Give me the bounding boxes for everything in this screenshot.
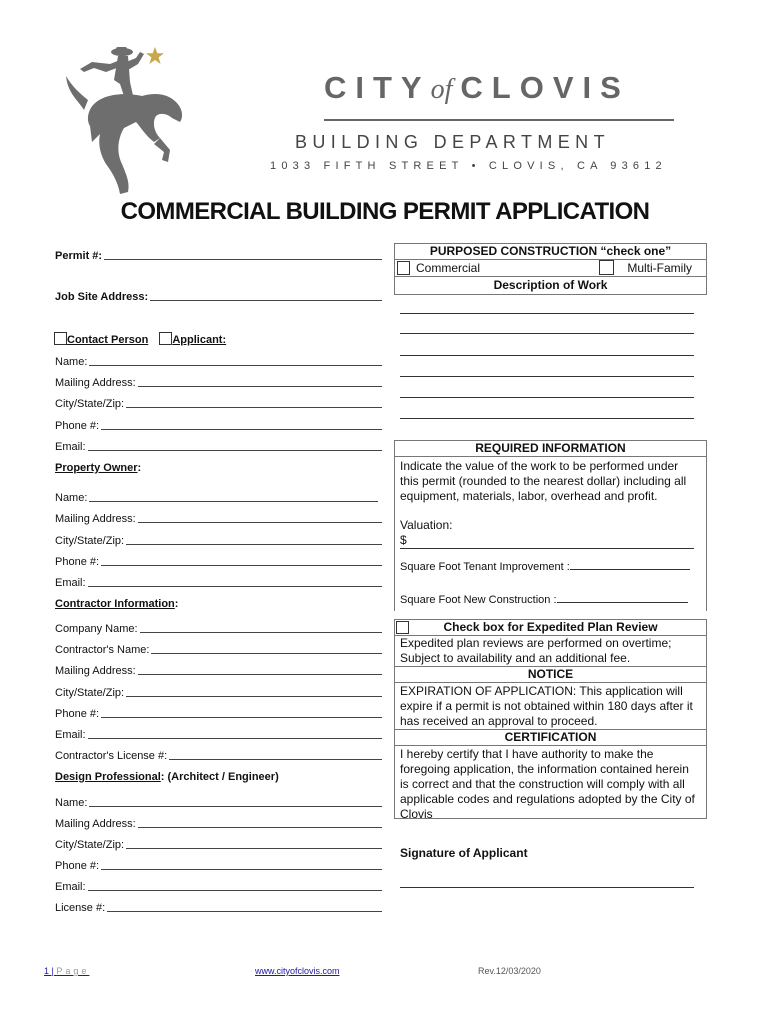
applicant-city-field[interactable] xyxy=(55,396,382,410)
purposed-construction-header: PURPOSED CONSTRUCTION “check one” xyxy=(395,244,706,260)
valuation-label: Valuation: xyxy=(400,518,453,532)
required-info-header: REQUIRED INFORMATION xyxy=(395,441,706,457)
department-name: BUILDING DEPARTMENT xyxy=(295,132,610,152)
applicant-label: Applicant: xyxy=(172,334,227,346)
design-professional-label: Design Professional xyxy=(55,771,161,783)
design-city-field[interactable] xyxy=(55,837,382,851)
dollar-sign: $ xyxy=(400,533,407,547)
design-mailing-field[interactable] xyxy=(55,816,382,830)
website-link[interactable]: www.cityofclovis.com xyxy=(255,966,340,976)
owner-city-field[interactable] xyxy=(55,533,382,547)
field-label: Mailing Address: xyxy=(55,513,136,525)
page-title: COMMERCIAL BUILDING PERMIT APPLICATION xyxy=(120,198,650,225)
field-label: Mailing Address: xyxy=(55,377,136,389)
field-label: Mailing Address: xyxy=(55,665,136,677)
multi-family-checkbox[interactable] xyxy=(599,260,614,275)
contractor-license-field[interactable] xyxy=(55,748,382,762)
expedited-text: Expedited plan reviews are performed on overtime; Subject to availability and an additional fee. xyxy=(395,636,706,667)
sq-tenant-label: Square Foot Tenant Improvement : xyxy=(400,561,570,573)
header-rule xyxy=(324,119,674,121)
description-line[interactable] xyxy=(400,418,694,419)
applicant-name-field[interactable] xyxy=(55,354,382,368)
field-label: Phone #: xyxy=(55,860,100,872)
page-number: 1 xyxy=(44,966,50,976)
field-label: Contractor's License #: xyxy=(55,750,168,762)
owner-name-field[interactable] xyxy=(55,490,378,504)
contractor-email-field[interactable] xyxy=(55,727,382,741)
city-logo-cowboy-icon xyxy=(64,42,189,197)
design-email-field[interactable] xyxy=(55,879,382,893)
contact-person-checkbox[interactable] xyxy=(54,332,67,345)
job-site-address-field[interactable] xyxy=(55,289,382,303)
page-indicator xyxy=(44,966,89,976)
field-label: Name: xyxy=(55,356,88,368)
notice-header: NOTICE xyxy=(395,667,706,683)
applicant-phone-field[interactable] xyxy=(55,418,382,432)
description-line[interactable] xyxy=(400,397,694,398)
design-professional-heading xyxy=(55,771,279,783)
field-label: Contractor's Name: xyxy=(55,644,150,656)
field-label: City/State/Zip: xyxy=(55,535,125,547)
field-label: License #: xyxy=(55,902,106,914)
contractor-mailing-field[interactable] xyxy=(55,663,382,677)
city-name-right: CLOVIS xyxy=(460,70,630,105)
city-name xyxy=(324,70,676,114)
expedited-header-row xyxy=(395,620,706,636)
commercial-checkbox[interactable] xyxy=(397,261,410,275)
sq-tenant-line xyxy=(570,569,690,570)
field-label: Mailing Address: xyxy=(55,818,136,830)
design-name-field[interactable] xyxy=(55,795,382,809)
description-line[interactable] xyxy=(400,333,694,334)
contractor-label: Contractor Information xyxy=(55,598,175,610)
applicant-checkbox[interactable] xyxy=(159,332,172,345)
sq-new-label: Square Foot New Construction : xyxy=(400,594,557,606)
signature-line[interactable] xyxy=(400,887,694,888)
design-professional-sub: : (Architect / Engineer) xyxy=(160,771,279,783)
property-owner-label: Property Owner xyxy=(55,462,138,474)
notice-text: EXPIRATION OF APPLICATION: This application will expire if a permit is not obtained within 180 days after it has received an approval to proceed. xyxy=(395,683,706,730)
construction-type-row xyxy=(395,260,706,277)
signature-label: Signature of Applicant xyxy=(400,846,528,860)
field-label: Phone #: xyxy=(55,556,100,568)
contact-person-label: Contact Person xyxy=(67,334,149,346)
department-address: 1033 FIFTH STREET • CLOVIS, CA 93612 xyxy=(270,160,667,172)
field-label: Email: xyxy=(55,881,86,893)
field-label: City/State/Zip: xyxy=(55,839,125,851)
city-name-of: of xyxy=(430,74,453,105)
valuation-field[interactable] xyxy=(400,533,694,549)
certification-header: CERTIFICATION xyxy=(395,730,706,746)
page-separator: | xyxy=(51,966,54,976)
field-label: City/State/Zip: xyxy=(55,687,125,699)
field-label: Phone #: xyxy=(55,708,100,720)
field-label: Email: xyxy=(55,729,86,741)
contractor-city-field[interactable] xyxy=(55,685,382,699)
contractor-heading: Contractor Information: xyxy=(55,598,179,610)
owner-phone-field[interactable] xyxy=(55,554,382,568)
field-label: Name: xyxy=(55,492,88,504)
certification-text: I hereby certify that I have authority to make the foregoing application, the information contained herein is correct and that the construction will comply with all applicable codes and regulations adopted by the City of Clovis xyxy=(400,747,695,821)
revision-date: Rev.12/03/2020 xyxy=(478,966,541,976)
commercial-label: Commercial xyxy=(416,261,481,275)
owner-mailing-field[interactable] xyxy=(55,511,382,525)
description-line[interactable] xyxy=(400,313,694,314)
contractor-name-field[interactable] xyxy=(55,642,382,656)
expedited-header: Check box for Expedited Plan Review xyxy=(443,620,658,634)
description-of-work-header: Description of Work xyxy=(493,278,608,292)
applicant-mailing-field[interactable] xyxy=(55,375,382,389)
permit-number-label: Permit #: xyxy=(55,250,103,262)
field-label: Company Name: xyxy=(55,623,138,635)
sq-new-line xyxy=(557,602,688,603)
design-phone-field[interactable] xyxy=(55,858,382,872)
owner-email-field[interactable] xyxy=(55,575,382,589)
design-license-field[interactable] xyxy=(55,900,382,914)
property-owner-heading: Property Owner: xyxy=(55,462,142,474)
field-label: City/State/Zip: xyxy=(55,398,125,410)
field-label: Email: xyxy=(55,577,86,589)
page-word: Page xyxy=(56,966,90,976)
field-label: Email: xyxy=(55,441,86,453)
description-line[interactable] xyxy=(400,376,694,377)
city-name-left: CITY xyxy=(324,70,431,105)
required-info-box xyxy=(394,440,707,611)
applicant-email-field[interactable] xyxy=(55,439,382,453)
description-line[interactable] xyxy=(400,355,694,356)
star-icon xyxy=(145,46,165,66)
job-site-address-label: Job Site Address: xyxy=(55,291,149,303)
purposed-construction-box xyxy=(394,243,707,295)
contact-type-row xyxy=(54,332,226,346)
multi-family-label: Multi-Family xyxy=(627,261,692,275)
sq-tenant-field[interactable] xyxy=(400,561,696,573)
field-label: Phone #: xyxy=(55,420,100,432)
contractor-company-field[interactable] xyxy=(55,621,382,635)
sq-new-field[interactable] xyxy=(400,594,696,606)
field-label: Name: xyxy=(55,797,88,809)
permit-number-field[interactable] xyxy=(55,248,382,262)
expedited-box xyxy=(394,619,707,819)
required-info-text: Indicate the value of the work to be performed under this permit (rounded to the nearest dollar) including all equipment, materials, labor, overhead and profit. xyxy=(400,459,687,503)
contractor-phone-field[interactable] xyxy=(55,706,382,720)
